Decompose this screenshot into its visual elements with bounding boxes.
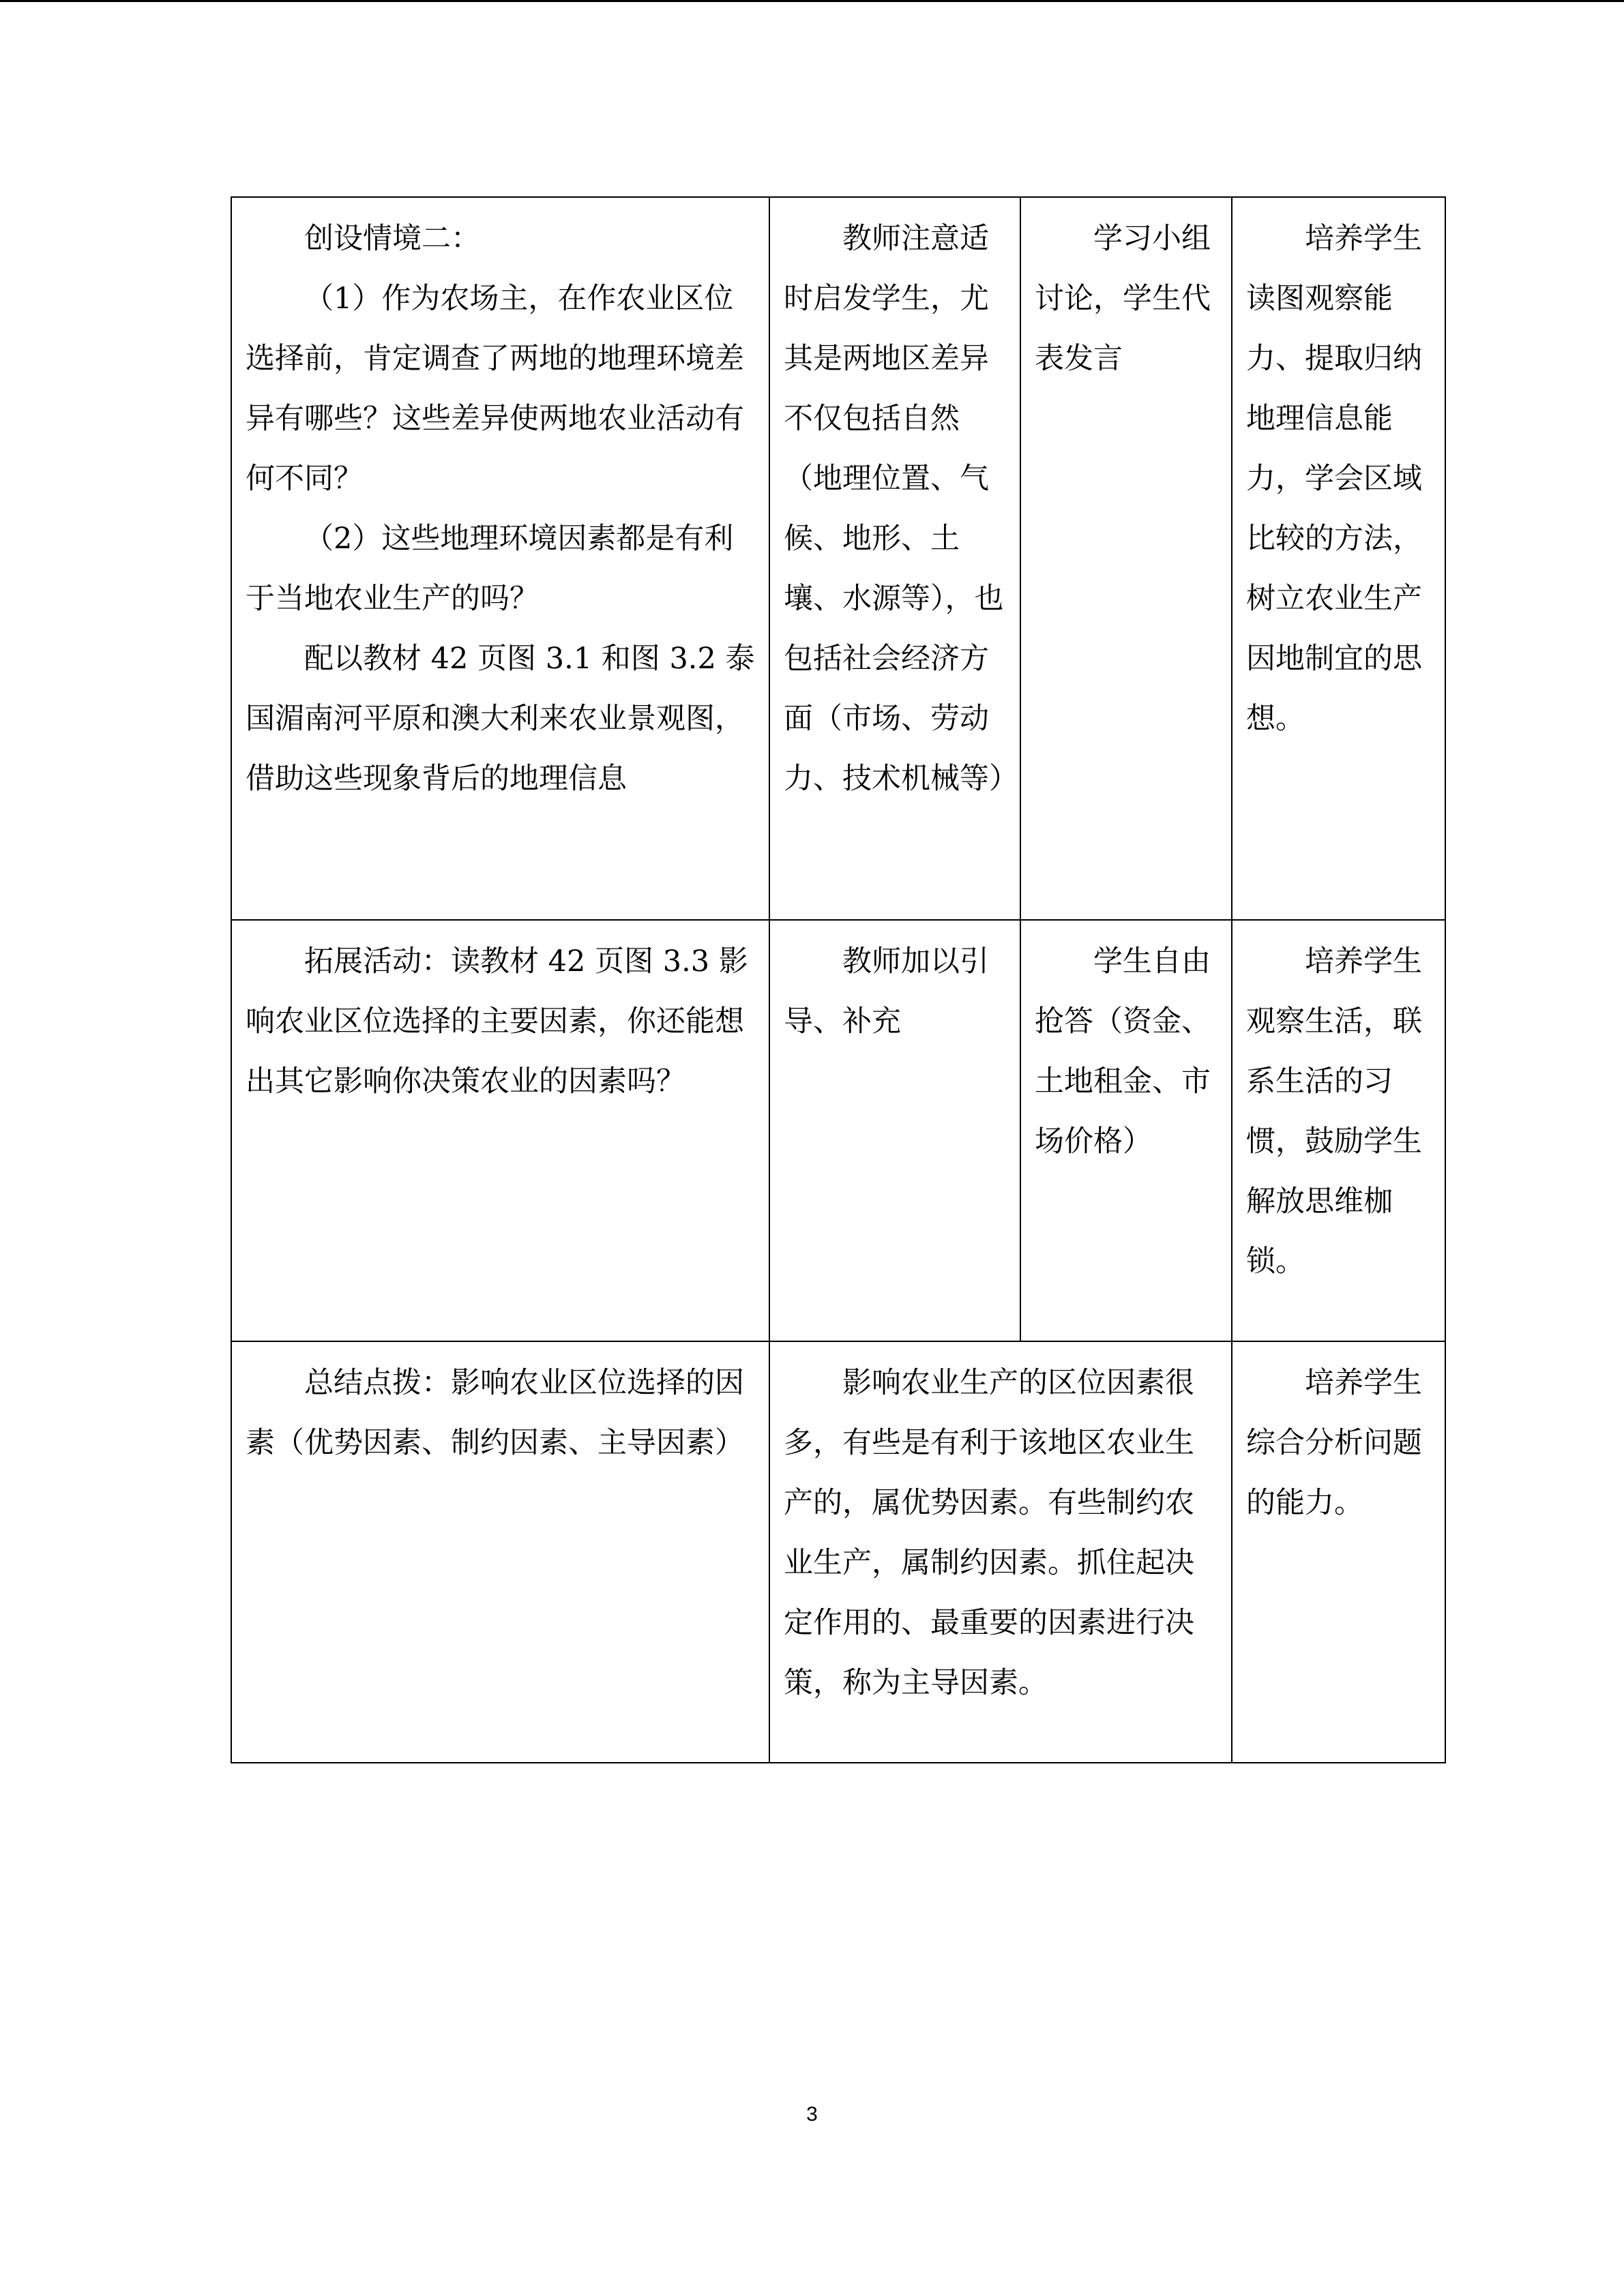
scenario-title: 创设情境二：	[304, 222, 480, 256]
teacher-text: 教师注意适时启发学生，尤其是两地区差异不仅包括自然（地理位置、气候、地形、土壤、水源等），也包括社会经济方面（市场、劳动力、技术机械等）	[784, 222, 1018, 796]
student-text: 学生自由抢答（资金、土地租金、市场价格）	[1035, 944, 1211, 1159]
goal-text: 培养学生观察生活，联系生活的习惯，鼓励学生解放思维枷锁。	[1246, 944, 1422, 1279]
scenario-question-2: （2）这些地理环境因素都是有利于当地农业生产的吗？	[246, 522, 734, 616]
activity-cell	[231, 1341, 769, 1763]
activity-cell	[231, 197, 769, 920]
teacher-text: 教师加以引导、补充	[784, 944, 989, 1039]
table-row	[231, 1341, 1445, 1763]
teacher-cell	[769, 920, 1020, 1341]
extension-activity-text: 拓展活动：读教材 42 页图 3.3 影响农业区位选择的主要因素，你还能想出其它影响你决策农业的因素吗？	[246, 944, 748, 1099]
student-cell	[1020, 197, 1232, 920]
goal-text: 培养学生读图观察能力、提取归纳地理信息能力，学会区域比较的方法，树立农业生产因地制宜的思想。	[1246, 222, 1422, 736]
scenario-materials: 配以教材 42 页图 3.1 和图 3.2 泰国湄南河平原和澳大利来农业景观图，借助这些现象背后的地理信息	[246, 642, 755, 796]
lesson-plan-table	[231, 196, 1446, 1763]
teacher-cell	[769, 197, 1020, 920]
summary-explanation-text: 影响农业生产的区位因素很多，有些是有利于该地区农业生产的，属优势因素。有些制约农业生产，属制约因素。抓住起决定作用的、最重要的因素进行决策，称为主导因素。	[784, 1366, 1194, 1700]
table-row	[231, 920, 1445, 1341]
summary-merged-cell	[769, 1341, 1232, 1763]
goal-cell	[1232, 920, 1445, 1341]
scenario-question-1: （1）作为农场主，在作农业区位选择前，肯定调查了两地的地理环境差异有哪些？这些差异使两地农业活动有何不同？	[246, 282, 744, 496]
goal-cell	[1232, 1341, 1445, 1763]
goal-cell	[1232, 197, 1445, 920]
page-number: 3	[806, 2103, 818, 2126]
table-row	[231, 197, 1445, 920]
summary-activity-text: 总结点拨：影响农业区位选择的因素（优势因素、制约因素、主导因素）	[246, 1366, 744, 1460]
student-text: 学习小组讨论，学生代表发言	[1035, 222, 1211, 376]
goal-text: 培养学生综合分析问题的能力。	[1246, 1366, 1422, 1520]
activity-cell	[231, 920, 769, 1341]
top-border-line	[0, 0, 1624, 2]
student-cell	[1020, 920, 1232, 1341]
